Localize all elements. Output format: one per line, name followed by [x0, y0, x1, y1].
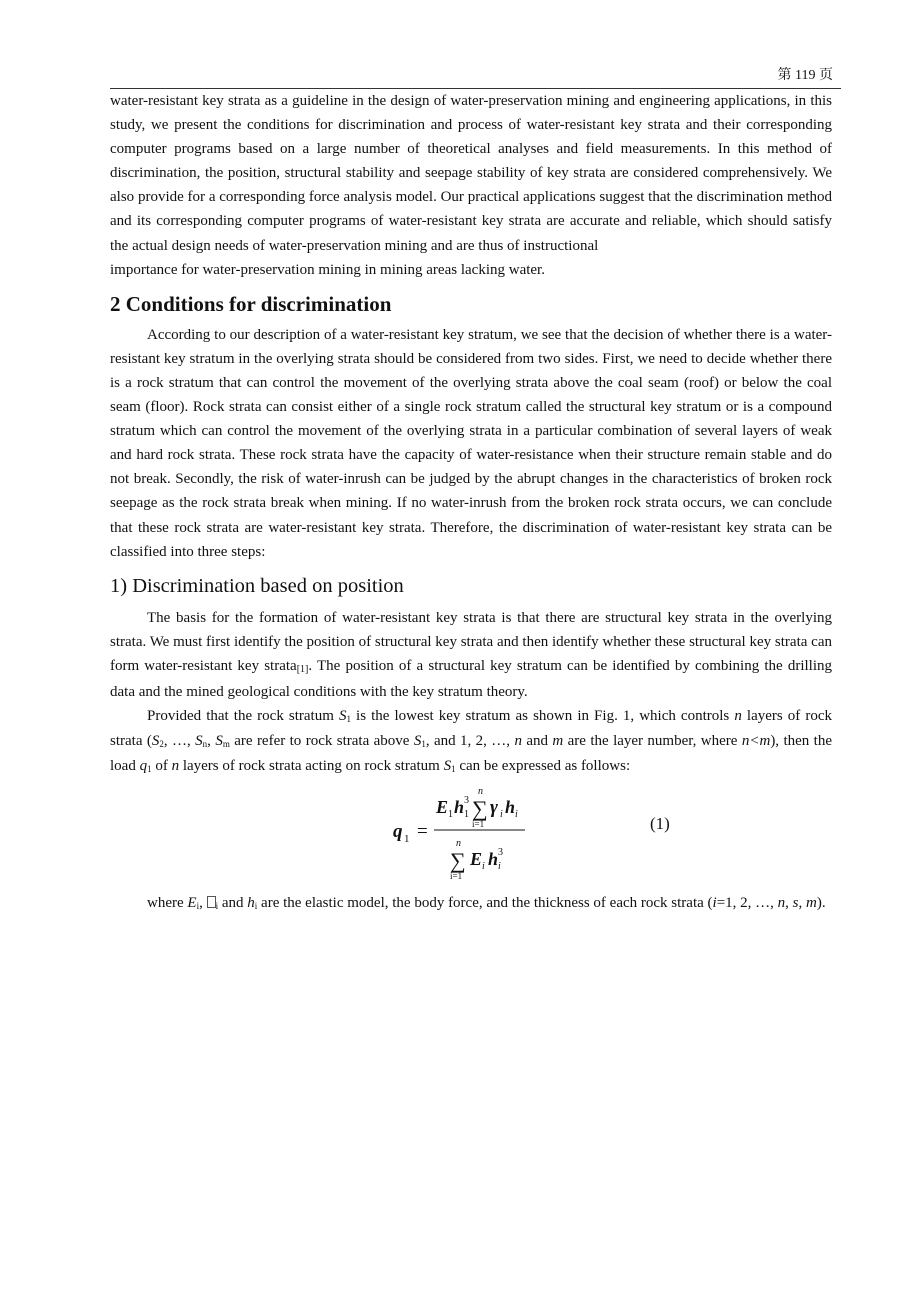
eq-num-sum-bottom: i=1	[472, 819, 485, 830]
eq-den-sum-top: n	[456, 838, 461, 850]
eq-den-sum-sign: ∑	[450, 848, 466, 874]
section-heading: 2 Conditions for discrimination	[110, 291, 392, 316]
subsection-heading: 1) Discrimination based on position	[110, 574, 404, 597]
equation-number: (1)	[650, 814, 670, 834]
eq-equals: =	[417, 821, 428, 843]
eq-num-h2: h	[505, 797, 516, 818]
position-paragraph: The basis for the formation of water-resistant key strata is that there are structural key strata in the overlying strata. We must first identify the position of structural key strata and then identify whether these structural key strata can form water-resistant key strata[1]. The position of a structural key stratum can be identified by combining the drilling data and the mined geological conditions with the key stratum theory.	[110, 609, 832, 700]
eq-num-h: h	[454, 797, 465, 818]
eq-den-E-sub: i	[482, 861, 485, 873]
page-number: 第 119 页	[777, 68, 833, 83]
eq-den-h: h	[488, 849, 499, 870]
eq-num-h-sup: 3	[464, 795, 469, 807]
eq-num-E: E	[436, 797, 449, 818]
equation-1	[110, 780, 832, 884]
section-paragraph: According to our description of a water-resistant key stratum, we see that the decision of whether there is a water-resistant key stratum in the overlying strata should be considered from two sides. First, we need to decide whether there is a rock stratum that can control the movement of the overlying strata above the coal seam (roof) or below the coal seam (floor). Rock strata can consist either of a single rock stratum called the structural key stratum or is a compound stratum which can control the movement of the overlying strata in a particular combination of several layers of weak and hard rock strata. These rock strata have the capacity of water-resistance when their structure remain stable and do not break. Secondly, the risk of water-inrush can be judged by the abrupt changes in the characteristics of broken rock seepage as the rock strata break when mining. If no water-inrush from the broken rock strata occurs, we can conclude that these rock strata are water-resistant key strata. Therefore, the discrimination of water-resistant key strata can be classified into three steps:	[110, 326, 832, 560]
eq-lhs: q	[393, 821, 403, 843]
citation-ref[interactable]: [1]	[296, 663, 309, 675]
eq-num-gamma: γ	[490, 797, 498, 819]
eq-den-sum-bottom: i=1	[450, 871, 463, 882]
eq-num-h2-sub: i	[515, 809, 518, 821]
eq-num-E-sub: 1	[448, 809, 453, 821]
eq-den-h-sup: 3	[498, 847, 503, 859]
eq-num-sum-sign: ∑	[472, 796, 488, 822]
eq-num-gamma-sub: i	[500, 809, 503, 821]
page-header	[110, 64, 841, 89]
missing-glyph-icon	[207, 896, 216, 908]
load-paragraph: Provided that the rock stratum $S_1$ is the lowest key stratum as shown in Fig. 1, which controls n layers of rock strata ($S_2$, …, $S_n$, $S_m$ are refer to rock strata above $S_1$, and 1, 2, …, n and m are the layer number, where n<m), then the load $q_1$ of n layers of rock strata acting on rock stratum $S_1$ can be expressed as follows:	[110, 708, 832, 775]
eq-num-sum-top: n	[478, 786, 483, 798]
eq-den-h-sub: i	[498, 861, 501, 873]
intro-paragraph: water-resistant key strata as a guideline in the design of water-preservation mining and engineering applications, in this study, we present the conditions for discrimination and process of water-resistant key strata and their corresponding computer programs based on a large number of theoretical analyses and field measurements. In this method of discrimination, the position, structural stability and seepage stability of key strata are considered comprehensively. We also provide for a corresponding force analysis model. Our practical applications suggest that the discrimination method and its corresponding computer programs of water-resistant key strata are accurate and reliable, which should satisfy the actual design needs of water-preservation mining and are thus of instructional	[110, 93, 832, 254]
where-paragraph: where $E_i$, $_i$ and $h_i$ are the elastic model, the body force, and the thickness of each rock strata (i=1, 2, …, n, s, m).	[147, 895, 826, 912]
eq-lhs-sub: 1	[404, 833, 410, 846]
intro-paragraph-continuation: importance for water-preservation mining in mining areas lacking water.	[110, 261, 545, 278]
eq-den-E: E	[470, 849, 483, 870]
eq-num-h-sub: 1	[464, 809, 469, 821]
page-body	[110, 89, 832, 916]
equation-formula	[385, 780, 645, 884]
